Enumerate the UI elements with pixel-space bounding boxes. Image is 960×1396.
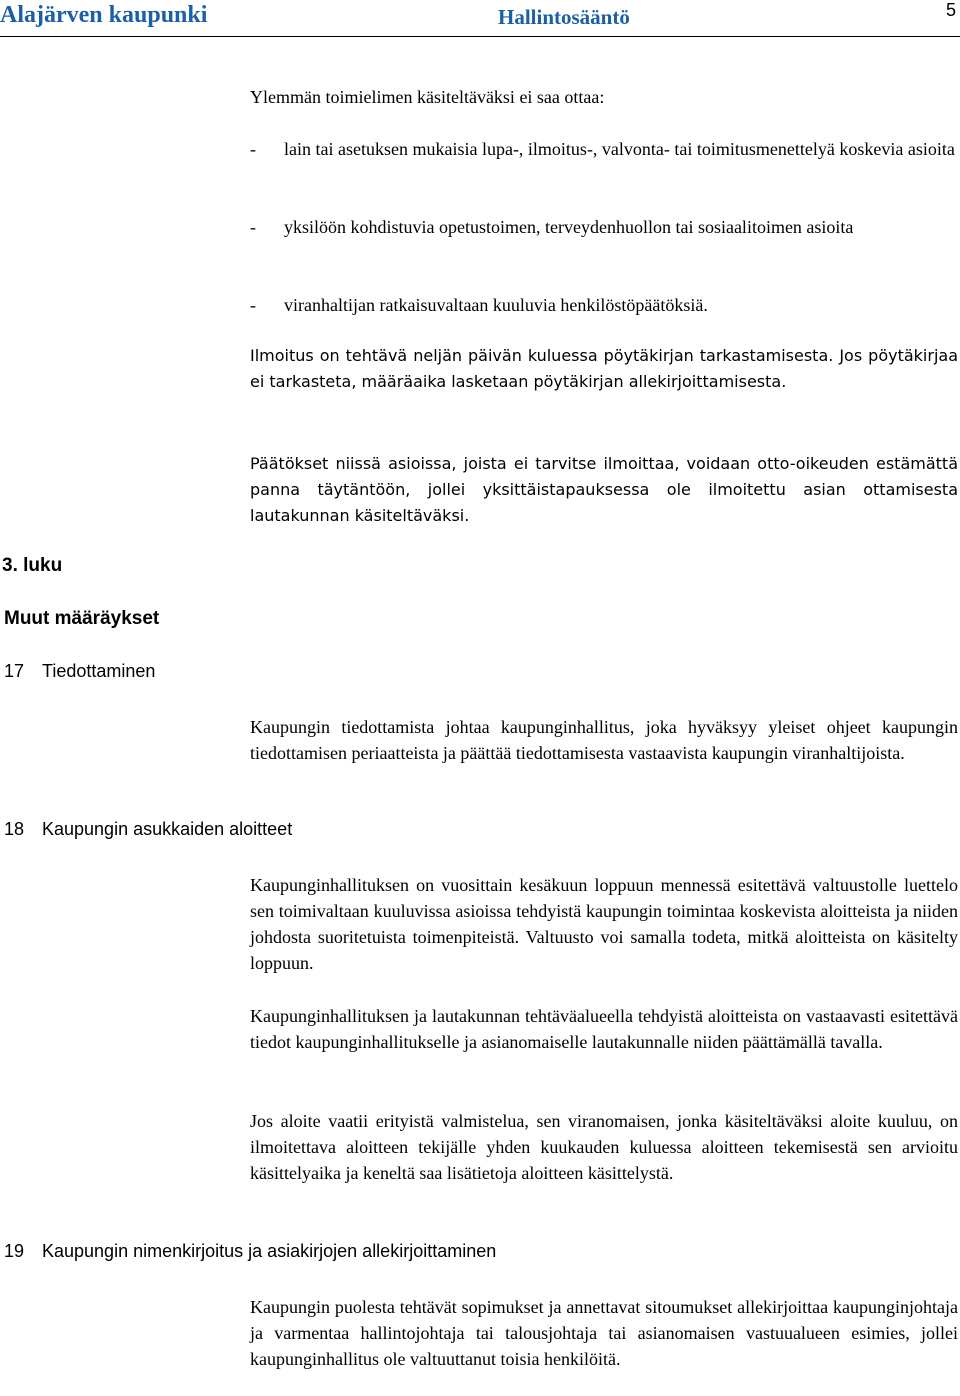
- chapter-number: 3. luku: [2, 555, 63, 576]
- list-item: [250, 136, 958, 162]
- section-heading: [4, 1241, 496, 1262]
- section-paragraph: Kaupunginhallituksen on vuosittain kesäkuun loppuun mennessä esitettävä valtuustolle luettelo sen toimivaltaan kuuluvissa asioissa tehdyistä kaupungin toimintaa koskevista aloitteista ja niiden johdosta suoritetuista toimenpiteistä. Valtuusto voi samalla todeta, mitkä aloitteista on käsitelty loppuun.: [250, 875, 958, 973]
- section-paragraph: Kaupungin puolesta tehtävät sopimukset ja annettavat sitoumukset allekirjoittaa kaupunginjohtaja ja varmentaa hallintojohtaja tai talousjohtaja tai asianomaisen vastuualueen esimies, jollei kaupunginhallitus ole valtuuttanut toisia henkilöitä.: [250, 1297, 958, 1369]
- organization-name: Alajärven kaupunki: [0, 2, 208, 28]
- list-item-text: viranhaltijan ratkaisuvaltaan kuuluvia henkilöstöpäätöksiä.: [284, 295, 708, 315]
- section-heading: [4, 661, 155, 682]
- chapter-title: Muut määräykset: [4, 608, 160, 629]
- list-bullet: -: [250, 217, 256, 237]
- list-item: [250, 214, 958, 240]
- section-title: Kaupungin nimenkirjoitus ja asiakirjojen allekirjoittaminen: [42, 1241, 497, 1261]
- list-item-text: lain tai asetuksen mukaisia lupa-, ilmoitus-, valvonta- tai toimitusmenettelyä koskevia asioita: [284, 139, 955, 159]
- section-paragraph: Kaupungin tiedottamista johtaa kaupunginhallitus, joka hyväksyy yleiset ohjeet kaupungin tiedottamisen periaatteista ja päättää tiedottamisesta vastaavista kaupungin viranhaltijoista.: [250, 717, 958, 763]
- section-number: 18: [4, 819, 25, 839]
- decisions-paragraph: Päätökset niissä asioissa, joista ei tarvitse ilmoittaa, voidaan otto-oikeuden estämättä panna täytäntöön, jollei yksittäistapauksessa ole ilmoitettu asian ottamisesta lautakunnan käsiteltäväksi.: [250, 454, 958, 525]
- section-paragraph: Jos aloite vaatii erityistä valmistelua, sen viranomaisen, jonka käsiteltäväksi aloite kuuluu, on ilmoitettava aloitteen tekijälle yhden kuukauden kuluessa aloitteen tekemisestä sen arvioitu käsittelyaika ja keneltä saa lisätietoja aloitteen käsittelystä.: [250, 1111, 958, 1183]
- section-title: Tiedottaminen: [42, 661, 156, 681]
- page-number: 5: [945, 0, 956, 20]
- section-number: 17: [4, 661, 25, 681]
- document-title: Hallintosääntö: [498, 5, 630, 29]
- section-heading: [4, 819, 292, 840]
- list-item-text: yksilöön kohdistuvia opetustoimen, terveydenhuollon tai sosiaalitoimen asioita: [284, 217, 854, 237]
- notice-paragraph: Ilmoitus on tehtävä neljän päivän kuluessa pöytäkirjan tarkastamisesta. Jos pöytäkirjaa ei tarkasteta, määräaika lasketaan pöytäkirjan allekirjoittamisesta.: [250, 346, 958, 391]
- section-paragraph: Kaupunginhallituksen ja lautakunnan tehtäväalueella tehdyistä aloitteista on vastaavasti esitettävä tiedot kaupunginhallitukselle ja asianomaiselle lautakunnalle niiden päättämällä tavalla.: [250, 1006, 958, 1052]
- section-number: 19: [4, 1241, 25, 1261]
- list-bullet: -: [250, 139, 256, 159]
- section-title: Kaupungin asukkaiden aloitteet: [42, 819, 293, 839]
- list-item: [250, 292, 958, 318]
- header-divider: [0, 36, 960, 37]
- restrictions-intro: Ylemmän toimielimen käsiteltäväksi ei saa ottaa:: [250, 87, 605, 107]
- list-bullet: -: [250, 295, 256, 315]
